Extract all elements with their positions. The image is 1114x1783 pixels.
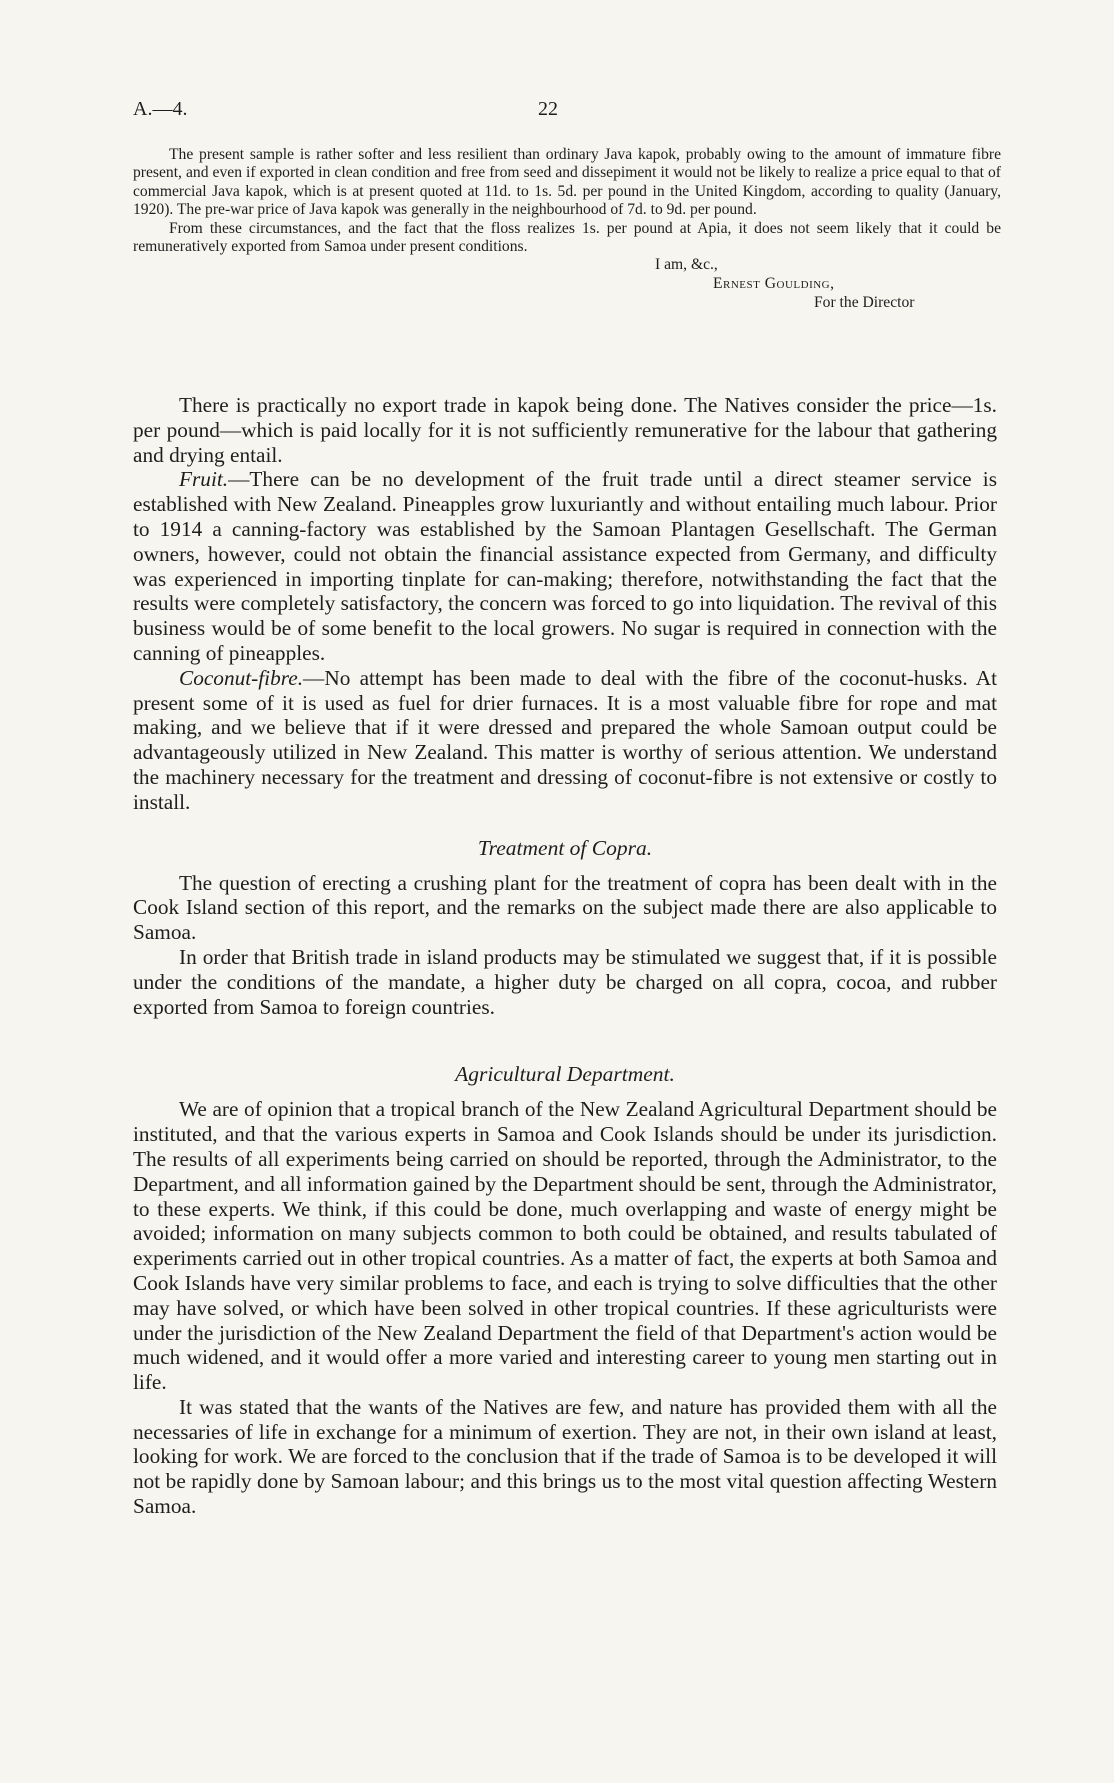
page-number: 22 <box>538 98 558 120</box>
quoted-letter <box>133 146 1001 312</box>
document-reference: A.—4. <box>133 98 188 120</box>
quote-paragraph: From these circumstances, and the fact that the floss realizes 1s. per pound at Apia, it does not seem likely that it could be remuneratively exported from Samoa under present conditions. <box>133 219 1001 256</box>
report-body <box>133 393 997 1519</box>
coconut-fibre-paragraph <box>133 666 997 815</box>
coconut-fibre-run-heading: Coconut-fibre. <box>179 665 304 690</box>
closing: I am, &c., <box>655 256 718 274</box>
quote-paragraph: The present sample is rather softer and less resilient than ordinary Java kapok, probably owing to the amount of immature fibre present, and even if exported in clean condition and free from seed and dissepiment it would not be likely to realize a price equal to that of commercial Java kapok, which is at present quoted at 11d. to 1s. 5d. per pound in the United Kingdom, according to quality (January, 1920). The pre-war price of Java kapok was generally in the neighbourhood of 7d. to 9d. per pound. <box>133 146 1001 219</box>
section-heading-copra: Treatment of Copra. <box>477 835 653 860</box>
fruit-paragraph <box>133 467 997 665</box>
copra-duty-paragraph: In order that British trade in island products may be stimulated we suggest that, if it is possible under the conditions of the mandate, a higher duty be charged on all copra, cocoa, and rubber exported from Samoa to foreign countries. <box>133 944 997 1019</box>
signatory-name: Ernest Goulding, <box>713 275 835 293</box>
section-heading-agricultural: Agricultural Department. <box>455 1062 675 1087</box>
signature-block <box>133 256 1001 312</box>
coconut-fibre-text: —No attempt has been made to deal with the fibre of the coconut-husks. At present some of it is used as fuel for drier furnaces. It is a most valuable fibre for rope and mat making, and we believe that if it were dressed and prepared the whole Samoan output could be advantageously utilized in New Zealand. This matter is worthy of serious attention. We understand the machinery necessary for the treatment and dressing of coconut-fibre is not extensive or costly to install. <box>133 665 997 814</box>
fruit-text: —There can be no development of the fruit trade until a direct steamer service is established with New Zealand. Pineapples grow luxuriantly and without entailing much labour. Prior to 1914 a canning-factory was established by the Samoan Plantagen Gesellschaft. The German owners, however, could not obtain the financial assistance expected from Germany, and difficulty was experienced in importing tinplate for can-making; therefore, notwithstanding the fact that the results were completely satisfactory, the concern was forced to go into liquidation. The revival of this business would be of some benefit to the local growers. No sugar is required in connection with the canning of pineapples. <box>133 467 997 665</box>
agricultural-paragraph: We are of opinion that a tropical branch of the New Zealand Agricultural Department should be instituted, and that the various experts in Samoa and Cook Islands should be under its jurisdiction. The results of all experiments being carried on should be reported, through the Administrator, to the Department, and all information gained by the Department should be sent, through the Administrator, to these experts. We think, if this could be done, much overlapping and waste of energy might be avoided; information on many subjects common to both could be obtained, and results tabulated of experiments carried out in other tropical countries. As a matter of fact, the experts at both Samoa and Cook Islands have very similar problems to face, and each is trying to solve difficulties that the other may have solved, or which have been solved in other tropical countries. If these agriculturists were under the jurisdiction of the New Zealand Department the field of that Department's action would be much widened, and it would offer a more varied and interesting career to young men starting out in life. <box>133 1097 997 1395</box>
signatory-title: For the Director <box>814 293 915 311</box>
fruit-run-heading: Fruit. <box>179 467 229 492</box>
copra-paragraph: The question of erecting a crushing plant for the treatment of copra has been dealt with in the Cook Island section of this report, and the remarks on the subject made there are also applicable to Samoa. <box>133 870 997 945</box>
page-header <box>133 98 963 128</box>
kapok-paragraph: There is practically no export trade in kapok being done. The Natives consider the price—1s. per pound—which is paid locally for it is not sufficiently remunerative for the labour that gathering and drying entail. <box>133 393 997 467</box>
natives-paragraph: It was stated that the wants of the Natives are few, and nature has provided them with all the necessaries of life in exchange for a minimum of exertion. They are not, in their own island at least, looking for work. We are forced to the conclusion that if the trade of Samoa is to be developed it will not be rapidly done by Samoan labour; and this brings us to the most vital question affecting Western Samoa. <box>133 1394 997 1519</box>
